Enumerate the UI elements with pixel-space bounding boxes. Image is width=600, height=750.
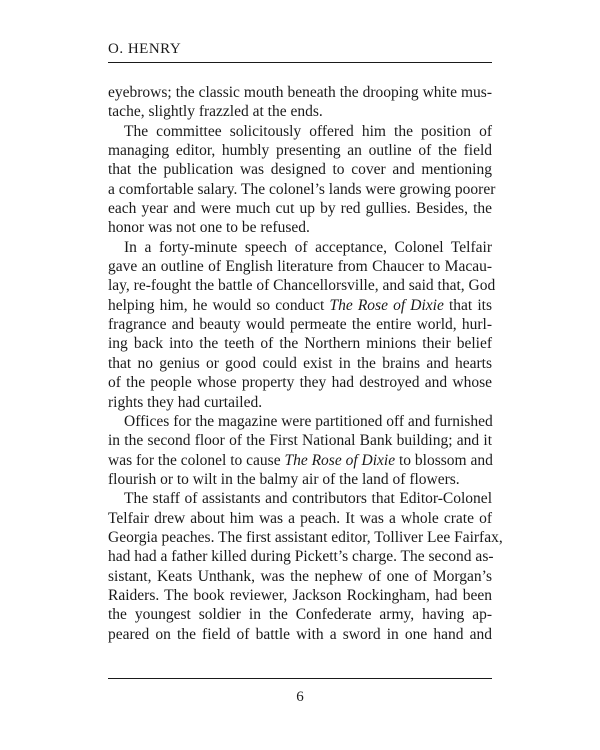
italic-title: The Rose of Dixie (329, 296, 444, 314)
text-segment: Raiders. The book reviewer, Jackson Rockingham, had been (108, 586, 492, 604)
text-segment: Offices for the magazine were partitioned off and furnished (124, 412, 493, 430)
text-line (108, 354, 492, 373)
text-line (108, 257, 492, 276)
text-segment: Telfair drew about him was a peach. It was a whole crate of (108, 509, 492, 527)
text-segment: The staff of assistants and contributors that Editor-Colonel (124, 490, 492, 508)
text-segment: that the publication was designed to cover and mentioning (108, 161, 492, 179)
running-head: O. HENRY (108, 41, 182, 57)
text-segment: fragrance and beauty would permeate the entire world, hurl- (108, 316, 492, 334)
text-line (108, 586, 492, 605)
text-line (108, 528, 503, 547)
text-segment: gave an outline of English literature from Chaucer to Macau- (108, 258, 492, 276)
text-line (108, 296, 492, 315)
page-number: 6 (296, 689, 304, 705)
text-segment: sistant, Keats Unthank, was the nephew of one of Morgan’s (108, 567, 492, 585)
text-line (108, 451, 492, 470)
text-segment: the youngest soldier in the Confederate army, having ap- (108, 606, 492, 624)
text-line (108, 122, 492, 141)
text-line (108, 567, 492, 586)
text-segment: that no genius or good could exist in the brains and hearts (108, 354, 492, 372)
text-segment: was for the colonel to cause (108, 451, 285, 469)
text-segment: lay, re-fought the battle of Chancellorsville, and said that, God (108, 277, 496, 295)
text-segment: The committee solicitously offered him the position of (124, 122, 492, 140)
text-line (108, 393, 492, 412)
text-line (108, 315, 492, 334)
text-segment: helping him, he would so conduct (108, 296, 330, 314)
text-segment: had had a father killed during Pickett’s charge. The second as- (108, 548, 494, 566)
text-segment: tache, slightly frazzled at the ends. (108, 103, 323, 121)
text-segment: in the second floor of the First National Bank building; and it (108, 432, 492, 450)
text-line (108, 160, 492, 179)
text-line (108, 489, 492, 508)
text-line (108, 373, 492, 392)
text-segment: In a forty-minute speech of acceptance, Colonel Telfair (124, 238, 492, 256)
text-line (108, 218, 492, 237)
text-segment: eyebrows; the classic mouth beneath the drooping white mus- (108, 84, 492, 101)
text-segment: ing back into the teeth of the Northern minions their belief (108, 335, 492, 353)
text-segment: flourish or to wilt in the balmy air of the land of flowers. (108, 470, 460, 488)
text-segment: Georgia peaches. The first assistant editor, Tolliver Lee Fairfax, (108, 528, 503, 546)
text-line (108, 605, 492, 624)
text-line (108, 180, 496, 199)
text-segment: a comfortable salary. The colonel’s lands were growing poorer (108, 180, 496, 198)
text-line (108, 102, 492, 121)
footer-rule (108, 678, 492, 679)
text-segment: managing editor, humbly presenting an outline of the field (108, 142, 492, 160)
header-rule (108, 62, 492, 63)
text-line (108, 83, 492, 102)
text-line (108, 276, 496, 295)
body-text (108, 83, 503, 644)
text-line (108, 238, 492, 257)
text-line (108, 625, 492, 644)
text-segment: honor was not one to be refused. (108, 219, 310, 237)
text-line (108, 199, 492, 218)
text-line (108, 470, 492, 489)
text-line (108, 334, 492, 353)
text-segment: rights they had curtailed. (108, 393, 263, 411)
text-line (108, 141, 492, 160)
text-segment: peared on the field of battle with a sword in one hand and (108, 625, 492, 643)
text-segment: that its (443, 296, 492, 314)
text-line (108, 547, 492, 566)
text-line (108, 431, 492, 450)
text-segment: of the people whose property they had destroyed and whose (108, 374, 492, 392)
italic-title: The Rose of Dixie (284, 451, 396, 469)
text-segment: each year and were much cut up by red gullies. Besides, the (108, 200, 492, 218)
text-line (108, 412, 492, 431)
text-line (108, 509, 492, 528)
text-segment: to blossom and (395, 451, 493, 469)
